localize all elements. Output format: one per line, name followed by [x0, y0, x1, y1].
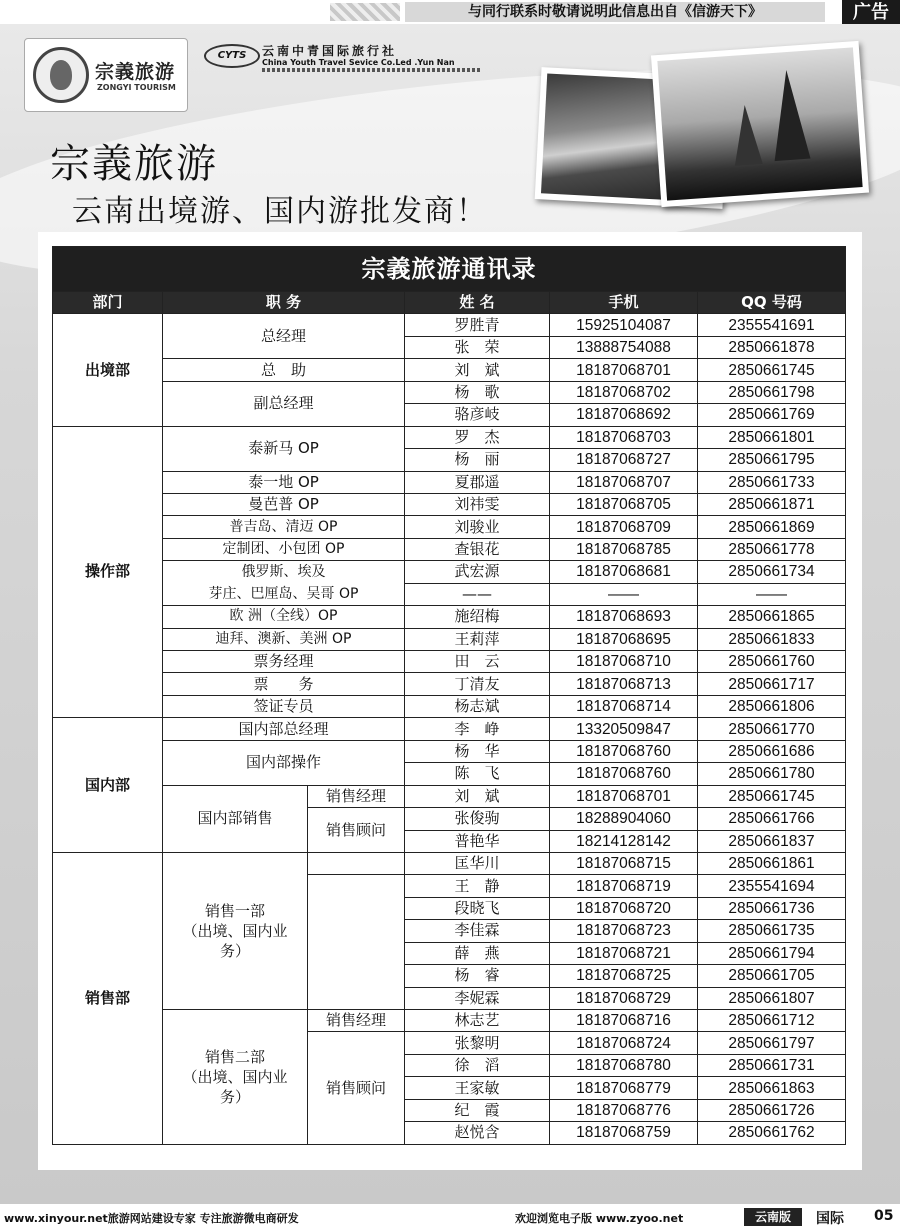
qq-cell: 2355541694	[698, 875, 846, 897]
phone-cell: 18187068780	[550, 1054, 698, 1076]
name-cell: 匡华川	[405, 852, 550, 874]
name-cell: 王 静	[405, 875, 550, 897]
header-dept: 部门	[53, 292, 163, 314]
name-cell: 杨志斌	[405, 695, 550, 717]
position-cell: 俄罗斯、埃及	[163, 561, 405, 583]
header-position: 职 务	[163, 292, 405, 314]
phone-cell: 18187068709	[550, 516, 698, 538]
sub-position-cell-empty	[308, 852, 405, 874]
qq-cell: 2850661797	[698, 1032, 846, 1054]
phone-cell: ——	[550, 583, 698, 605]
qq-cell: 2850661766	[698, 808, 846, 830]
logo-name: 宗義旅游	[95, 61, 176, 83]
table-row	[53, 314, 846, 336]
qq-cell: 2850661762	[698, 1122, 846, 1144]
footprint-icon	[33, 47, 89, 103]
name-cell: 丁清友	[405, 673, 550, 695]
qq-cell: 2850661731	[698, 1054, 846, 1076]
table-header-row	[53, 292, 846, 314]
position-cell: 国内部操作	[163, 740, 405, 785]
phone-cell: 18187068725	[550, 965, 698, 987]
qq-cell: 2850661801	[698, 426, 846, 448]
position-cell: 泰一地 OP	[163, 471, 405, 493]
qq-cell: 2850661769	[698, 404, 846, 426]
phone-cell: 18187068759	[550, 1122, 698, 1144]
qq-cell: 2850661745	[698, 785, 846, 807]
phone-cell: 18187068776	[550, 1099, 698, 1121]
name-cell: 田 云	[405, 651, 550, 673]
name-cell: 骆彦岐	[405, 404, 550, 426]
table-row	[53, 516, 846, 538]
phone-cell: 18288904060	[550, 808, 698, 830]
phone-cell: 18187068723	[550, 920, 698, 942]
qq-cell: 2850661863	[698, 1077, 846, 1099]
phone-cell: 18187068716	[550, 1010, 698, 1032]
name-cell: 王家敏	[405, 1077, 550, 1099]
cyts-name-en: China Youth Travel Sevice Co.Led .Yun Nan	[262, 58, 455, 67]
phone-cell: 18187068720	[550, 897, 698, 919]
name-cell: 夏郡遥	[405, 471, 550, 493]
table-row	[53, 561, 846, 583]
footer-page-number: 05	[874, 1208, 894, 1224]
position-cell: 国内部销售	[163, 785, 308, 852]
table-row	[53, 673, 846, 695]
name-cell: 刘 斌	[405, 359, 550, 381]
table-row	[53, 426, 846, 448]
qq-cell: 2850661717	[698, 673, 846, 695]
qq-cell: 2850661734	[698, 561, 846, 583]
phone-cell: 18187068729	[550, 987, 698, 1009]
cyts-name-cn: 云南中青国际旅行社	[262, 44, 398, 58]
qq-cell: 2850661770	[698, 718, 846, 740]
name-cell: 普艳华	[405, 830, 550, 852]
phone-cell: 18187068707	[550, 471, 698, 493]
phone-cell: 18187068703	[550, 426, 698, 448]
name-cell: 杨 丽	[405, 449, 550, 471]
phone-cell: 18187068785	[550, 538, 698, 560]
footer-website-link[interactable]: 欢迎浏览电子版 www.zyoo.net	[515, 1212, 684, 1225]
temple-photo	[651, 41, 869, 207]
qq-cell: 2850661745	[698, 359, 846, 381]
table-row	[53, 471, 846, 493]
table-row	[53, 852, 846, 874]
phone-cell: 18187068701	[550, 785, 698, 807]
dept-domestic: 国内部	[53, 718, 163, 853]
qq-cell: 2850661686	[698, 740, 846, 762]
table-row	[53, 718, 846, 740]
qq-cell: 2850661736	[698, 897, 846, 919]
sales2-label-line3: 务）	[219, 1087, 250, 1106]
phone-cell: 18187068721	[550, 942, 698, 964]
contact-directory-table	[52, 246, 846, 1145]
phone-cell: 18187068702	[550, 381, 698, 403]
phone-cell: 18187068724	[550, 1032, 698, 1054]
name-cell: 李妮霖	[405, 987, 550, 1009]
qq-cell: 2850661806	[698, 695, 846, 717]
phone-cell: 18187068715	[550, 852, 698, 874]
sub-position-cell: 销售顾问	[308, 808, 405, 853]
phone-cell: 18187068714	[550, 695, 698, 717]
zongyi-logo	[24, 38, 188, 112]
qq-cell: 2850661871	[698, 493, 846, 515]
qq-cell: 2850661869	[698, 516, 846, 538]
name-cell: 罗胜青	[405, 314, 550, 336]
sales1-label-line2: （出境、国内业	[182, 921, 288, 940]
cyts-fine-print	[262, 68, 482, 72]
name-cell: 李佳霖	[405, 920, 550, 942]
position-cell: 总经理	[163, 314, 405, 359]
qq-cell: 2850661807	[698, 987, 846, 1009]
qq-cell: 2850661712	[698, 1010, 846, 1032]
phone-cell: 13320509847	[550, 718, 698, 740]
phone-cell: 18187068693	[550, 606, 698, 628]
ad-tag: 广告	[842, 0, 900, 26]
name-cell: 杨 歌	[405, 381, 550, 403]
qq-cell: 2355541691	[698, 314, 846, 336]
qq-cell: 2850661837	[698, 830, 846, 852]
table-row	[53, 381, 846, 403]
logo-subtitle: ZONGYI TOURISM	[97, 83, 176, 92]
qq-cell: 2850661861	[698, 852, 846, 874]
qq-cell: 2850661735	[698, 920, 846, 942]
table-title: 宗義旅游通讯录	[53, 247, 846, 292]
page-footer	[0, 1204, 900, 1230]
qq-cell: 2850661833	[698, 628, 846, 650]
position-cell: 票 务	[163, 673, 405, 695]
top-banner	[0, 0, 900, 24]
phone-cell: 18187068760	[550, 763, 698, 785]
position-cell: 迪拜、澳新、美洲 OP	[163, 628, 405, 650]
phone-cell: 18187068692	[550, 404, 698, 426]
sub-position-cell: 销售经理	[308, 785, 405, 807]
qq-cell: 2850661795	[698, 449, 846, 471]
phone-cell: 18187068760	[550, 740, 698, 762]
table-row	[53, 740, 846, 762]
table-row	[53, 538, 846, 560]
sales2-label-line2: （出境、国内业	[182, 1067, 288, 1086]
position-cell-sales1	[163, 852, 308, 1009]
name-cell: 纪 霞	[405, 1099, 550, 1121]
dept-outbound: 出境部	[53, 314, 163, 426]
phone-cell: 18187068705	[550, 493, 698, 515]
position-cell: 芽庄、巴厘岛、吴哥 OP	[163, 583, 405, 605]
phone-cell: 18187068713	[550, 673, 698, 695]
name-cell: ——	[405, 583, 550, 605]
name-cell: 陈 飞	[405, 763, 550, 785]
name-cell: 林志艺	[405, 1010, 550, 1032]
dept-ops: 操作部	[53, 426, 163, 718]
subheadline: 云南出境游、国内游批发商！	[72, 194, 488, 229]
position-cell: 副总经理	[163, 381, 405, 426]
phone-cell: 13888754088	[550, 336, 698, 358]
name-cell: 刘祎雯	[405, 493, 550, 515]
sales1-label-line1: 销售一部	[204, 901, 265, 920]
sales2-label-line1: 销售二部	[204, 1047, 265, 1066]
position-cell: 票务经理	[163, 651, 405, 673]
name-cell: 张黎明	[405, 1032, 550, 1054]
dept-sales: 销售部	[53, 852, 163, 1144]
table-row	[53, 651, 846, 673]
qq-cell: 2850661780	[698, 763, 846, 785]
source-notice: 与同行联系时敬请说明此信息出自《信游天下》	[405, 2, 825, 22]
position-cell: 曼芭普 OP	[163, 493, 405, 515]
header-phone: 手机	[550, 292, 698, 314]
name-cell: 薛 燕	[405, 942, 550, 964]
qq-cell: 2850661865	[698, 606, 846, 628]
name-cell: 李 峥	[405, 718, 550, 740]
name-cell: 张 荣	[405, 336, 550, 358]
footer-left-text: www.xinyour.net旅游网站建设专家 专注旅游微电商研发	[4, 1212, 299, 1225]
name-cell: 赵悦含	[405, 1122, 550, 1144]
name-cell: 张俊驹	[405, 808, 550, 830]
phone-cell: 18187068779	[550, 1077, 698, 1099]
phone-cell: 18187068727	[550, 449, 698, 471]
phone-cell: 18187068701	[550, 359, 698, 381]
footer-region-badge: 云南版	[744, 1208, 802, 1226]
qq-cell: 2850661798	[698, 381, 846, 403]
position-cell: 总 助	[163, 359, 405, 381]
phone-cell: 15925104087	[550, 314, 698, 336]
name-cell: 刘骏业	[405, 516, 550, 538]
name-cell: 王莉萍	[405, 628, 550, 650]
footer-section: 国际	[816, 1211, 844, 1227]
table-row	[53, 606, 846, 628]
header-name: 姓 名	[405, 292, 550, 314]
qq-cell: ——	[698, 583, 846, 605]
phone-cell: 18187068710	[550, 651, 698, 673]
position-cell: 欧 洲（全线）OP	[163, 606, 405, 628]
position-cell: 普吉岛、清迈 OP	[163, 516, 405, 538]
name-cell: 武宏源	[405, 561, 550, 583]
table-row	[53, 785, 846, 807]
qq-cell: 2850661878	[698, 336, 846, 358]
qq-cell: 2850661794	[698, 942, 846, 964]
name-cell: 徐 滔	[405, 1054, 550, 1076]
table-row	[53, 493, 846, 515]
phone-cell: 18214128142	[550, 830, 698, 852]
phone-cell: 18187068681	[550, 561, 698, 583]
name-cell: 段晓飞	[405, 897, 550, 919]
position-cell-sales2	[163, 1010, 308, 1145]
position-cell: 签证专员	[163, 695, 405, 717]
sub-position-cell: 销售经理	[308, 1010, 405, 1032]
table-row	[53, 359, 846, 381]
name-cell: 查银花	[405, 538, 550, 560]
name-cell: 罗 杰	[405, 426, 550, 448]
sub-position-cell-empty	[308, 875, 405, 1010]
phone-cell: 18187068695	[550, 628, 698, 650]
name-cell: 施绍梅	[405, 606, 550, 628]
cyts-emblem-icon: CYTS	[204, 44, 260, 68]
position-cell: 定制团、小包团 OP	[163, 538, 405, 560]
qq-cell: 2850661760	[698, 651, 846, 673]
table-row	[53, 695, 846, 717]
position-cell: 国内部总经理	[163, 718, 405, 740]
name-cell: 刘 斌	[405, 785, 550, 807]
sub-position-cell: 销售顾问	[308, 1032, 405, 1144]
phone-cell: 18187068719	[550, 875, 698, 897]
name-cell: 杨 睿	[405, 965, 550, 987]
qq-cell: 2850661778	[698, 538, 846, 560]
table-row	[53, 628, 846, 650]
qq-cell: 2850661726	[698, 1099, 846, 1121]
table-row	[53, 583, 846, 605]
headline: 宗義旅游	[50, 141, 218, 187]
header-qq: QQ 号码	[698, 292, 846, 314]
banner-pattern	[330, 3, 400, 21]
qq-cell: 2850661733	[698, 471, 846, 493]
name-cell: 杨 华	[405, 740, 550, 762]
sales1-label-line3: 务）	[219, 941, 250, 960]
position-cell: 泰新马 OP	[163, 426, 405, 471]
qq-cell: 2850661705	[698, 965, 846, 987]
table-row	[53, 1010, 846, 1032]
